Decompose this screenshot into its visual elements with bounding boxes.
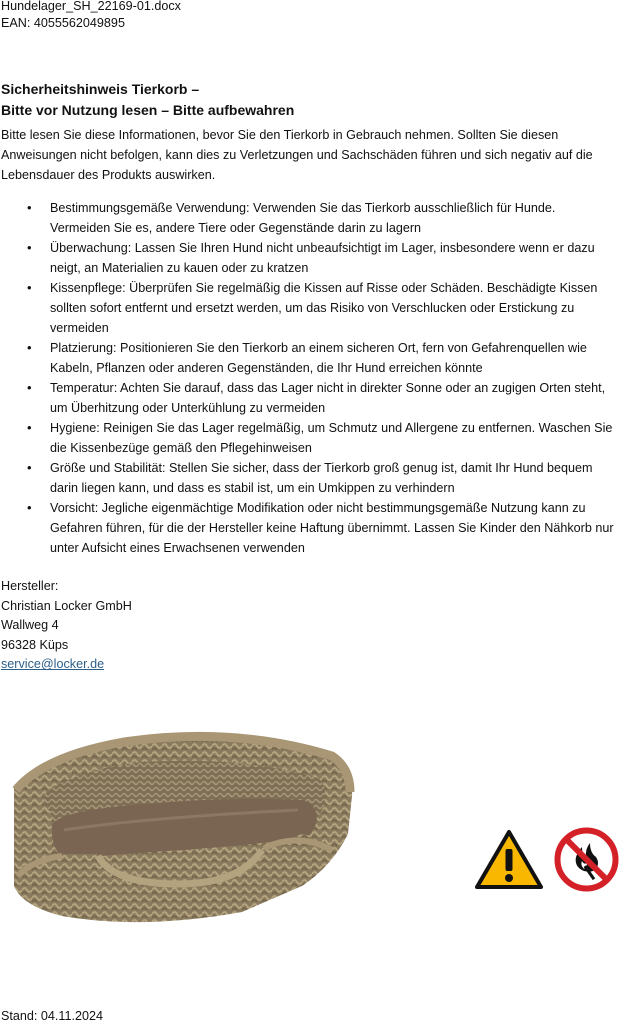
list-item: • Bestimmungsgemäße Verwendung: Verwenden Sie das Tierkorb ausschließlich für Hunde. Vermeiden Sie es, andere Tiere oder Gegenstände darin zu lagern <box>0 198 615 238</box>
dog-basket-image <box>2 726 358 926</box>
manufacturer-city: 96328 Küps <box>1 637 69 652</box>
list-item: • Vorsicht: Jegliche eigenmächtige Modifikation oder nicht bestimmungsgemäße Nutzung kann zu Gefahren führen, für die der Hersteller keine Haftung übernimmt. Lassen Sie Kinder den Nähkorb nur unter Aufsicht eines Erwachsenen verwenden <box>0 498 615 558</box>
list-item: • Kissenpflege: Überprüfen Sie regelmäßig die Kissen auf Risse oder Schäden. Beschädigte Kissen sollten sofort entfernt und ersetzt werden, um das Risiko von Verschlucken oder Erstickung zu vermeiden <box>0 278 615 338</box>
title-line-2: Bitte vor Nutzung lesen – Bitte aufbewahren <box>1 102 295 118</box>
list-item: • Größe und Stabilität: Stellen Sie sicher, dass der Tierkorb groß genug ist, damit Ihr Hund bequem darin liegen kann, und dass es stabil ist, um ein Umkippen zu verhindern <box>0 458 615 498</box>
page-title <box>1 79 294 121</box>
warning-triangle-icon <box>474 829 544 891</box>
file-name: Hundelager_SH_22169-01.docx <box>1 0 181 13</box>
title-line-1: Sicherheitshinweis Tierkorb – <box>1 81 200 97</box>
list-item: • Überwachung: Lassen Sie Ihren Hund nicht unbeaufsichtigt im Lager, insbesondere wenn er dazu neigt, an Materialien zu kauen oder zu kratzen <box>0 238 615 278</box>
intro-paragraph: Bitte lesen Sie diese Informationen, bevor Sie den Tierkorb in Gebrauch nehmen. Sollten Sie diesen Anweisungen nicht befolgen, kann dies zu Verletzungen und Sachschäden führen und sich negativ auf die Lebensdauer des Produkts auswirken. <box>1 128 593 182</box>
manufacturer-label: Hersteller: <box>1 579 59 593</box>
manufacturer-block <box>1 577 132 675</box>
manufacturer-email-link[interactable]: service@locker.de <box>1 657 105 672</box>
manufacturer-street: Wallweg 4 <box>1 618 59 633</box>
document-header <box>1 0 181 32</box>
date-footer: Stand: 04.11.2024 <box>1 1009 104 1023</box>
safety-list <box>0 198 615 558</box>
manufacturer-name: Christian Locker GmbH <box>1 598 132 613</box>
no-open-flame-icon <box>554 827 619 892</box>
list-item: • Platzierung: Positionieren Sie den Tierkorb an einem sicheren Ort, fern von Gefahrenquellen wie Kabeln, Pflanzen oder anderen Gegenständen, die Ihr Hund erreichen könnte <box>0 338 615 378</box>
list-item: • Hygiene: Reinigen Sie das Lager regelmäßig, um Schmutz und Allergene zu entfernen. Waschen Sie die Kissenbezüge gemäß den Pflegehinweisen <box>0 418 615 458</box>
list-item: • Temperatur: Achten Sie darauf, dass das Lager nicht in direkter Sonne oder an zugigen Orten steht, um Überhitzung oder Unterkühlung zu vermeiden <box>0 378 615 418</box>
ean-code: EAN: 4055562049895 <box>1 16 125 30</box>
